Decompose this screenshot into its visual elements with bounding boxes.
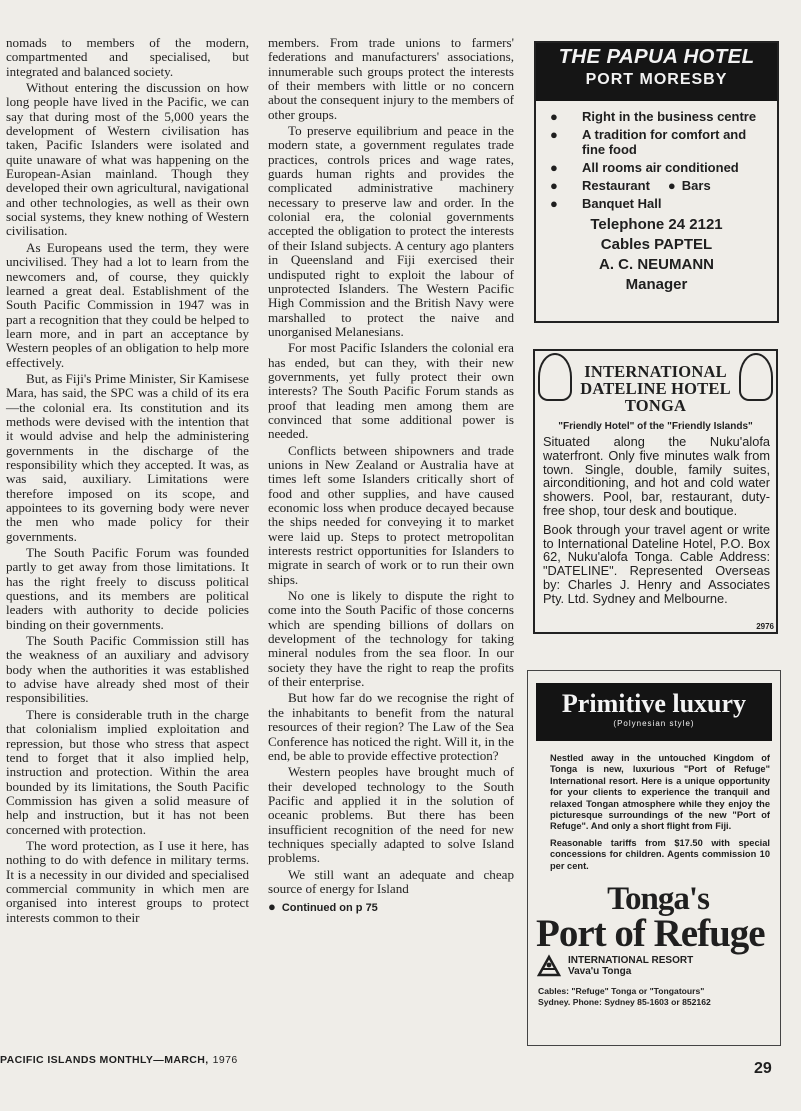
port-of-refuge-ad (527, 670, 781, 1046)
dateline-title-line2: DATELINE HOTEL (580, 379, 731, 398)
papua-cables: Cables PAPTEL (600, 236, 713, 253)
dateline-booking-info: Book through your travel agent or write to International Dateline Hotel, P.O. Box 62, Nuku'alofa Tonga. Cable Address: "DATELINE". Represented Overseas by: Charles J. Henry and Associates Pty. Ltd. Sydney and Melbourne. (543, 521, 770, 606)
dateline-hotel-header (535, 351, 776, 417)
article-column-1 (6, 36, 249, 927)
logo-subtitle-location: Vava'u Tonga (568, 966, 632, 978)
papua-hotel-subtitle: PORT MORESBY (585, 71, 728, 88)
papua-manager-name: A. C. NEUMANN (599, 256, 714, 273)
article-paragraph: For most Pacific Islanders the colonial era has ended, but can they, with their new governments, yet fully protect their own interests? The South Pacific Forum stands as proof that leading men among them are convinced that some additional power is needed. (268, 340, 514, 442)
dateline-title-line1: INTERNATIONAL (584, 362, 727, 381)
list-item: ● Banquet Hall (550, 196, 662, 211)
list-item: ● A tradition for comfort and fine food (550, 127, 747, 157)
resort-emblem-icon (536, 954, 562, 978)
primitive-luxury-banner (536, 683, 772, 741)
port-of-refuge-body (528, 741, 780, 872)
article-paragraph: We still want an adequate and cheap source of energy for Island (268, 866, 514, 896)
bullet-icon: ● (550, 160, 558, 175)
logo-line-tongas: Tonga's (607, 881, 709, 918)
papua-hotel-ad (534, 41, 779, 323)
page-number: 29 (754, 1060, 772, 1077)
bullet-icon: ● (550, 109, 558, 124)
logo-line-port-of-refuge: Port of Refuge (536, 912, 765, 956)
article-paragraph: The South Pacific Forum was founded partly to get away from those limitations. It has the right freely to discuss political questions, and its members are political leaders with authority to decide policies binding on their governments. (6, 545, 249, 632)
port-of-refuge-logo (528, 882, 780, 978)
dateline-title-line3: TONGA (624, 396, 687, 415)
scroll-ornament-icon (739, 353, 773, 401)
article-paragraph: But, as Fiji's Prime Minister, Sir Kamisese Mara, has said, the SPC was a child of its era—the colonial era. Its constitution and its methods were devised with the intention that it would advise and help the administering governments in the discharge of the responsibility which they accepted. It was, as was said, auxiliary. Limitations were therefore imposed on its scope, and appointees to its governing body were never the men who made policy for their governments. (6, 370, 249, 544)
dateline-description: Situated along the Nuku'alofa waterfront. Only five minutes walk from town. Single, double, family suites, airconditioning, and hot and cold water showers. Pool, bar, restaurant, duty-free shop, tour desk and boutique. (543, 434, 770, 518)
dateline-hotel-ad (533, 349, 778, 634)
papua-hotel-banner (536, 43, 777, 101)
papua-hotel-contact (536, 215, 777, 295)
continued-note: ● Continued on p 75 (268, 899, 378, 915)
port-of-refuge-cables: Cables: "Refuge" Tonga or "Tongatours" Sydney. Phone: Sydney 85-1603 or 852162 (538, 986, 711, 1008)
dateline-tagline: "Friendly Hotel" of the "Friendly Islands" (558, 421, 753, 432)
article-paragraph: There is considerable truth in the charge that colonialism implied exploitation and repression, but those who stress that aspect tend to forget that it also implied help, instruction and protection. Within the area bounded by its limitations, the South Pacific Commission has given a solid measure of help and instruction, but it has not been concerned with protection. (6, 706, 249, 837)
article-paragraph: The South Pacific Commission still has the weakness of an auxiliary and advisory body when the authorities it was established to advise have already shed most of their responsibilities. (6, 633, 249, 706)
primitive-luxury-subtitle: (Polynesian style) (613, 719, 695, 728)
article-paragraph: nomads to members of the modern, compartmented and specialised, but integrated and balanced society. (6, 35, 249, 79)
port-of-refuge-tariffs: Reasonable tariffs from $17.50 with special concessions for children. Agents commission 10 per cent. (550, 837, 770, 871)
scroll-ornament-icon (538, 353, 572, 401)
logo-subtitle-resort: INTERNATIONAL RESORT (568, 955, 694, 967)
page-footer (0, 1054, 238, 1066)
article-paragraph: members. From trade unions to farmers' federations and manufacturers' associations, innumerable such groups protect the interests of their members with little or no concern about the consequent injury to the members of other groups. (268, 35, 514, 122)
article-paragraph: The word protection, as I use it here, has nothing to do with defence in military terms. It is a necessity in our divided and specialised commercial community in which men are organised into interest groups to protect interests common to their (6, 837, 249, 925)
ad-code: 2976 (756, 622, 774, 631)
bullet-icon: ● (550, 127, 558, 142)
article-column-2 (268, 36, 514, 918)
papua-hotel-features (536, 101, 777, 211)
article-paragraph: To preserve equilibrium and peace in the modern state, a government regulates trade practices, controls prices and wage rates, guards human rights and provides the complicated administrative machinery necessary to preserve law and order. In the colonial era, the colonial governments accepted the obligation to protect the interests of their Island subjects. A century ago planters in Queensland and Fiji exercised their undisputed right to exploit the labour of unprotected Islanders. The Western Pacific High Commission and the British Navy were marshalled to protect the naive and unorganised Melanesians. (268, 123, 514, 339)
list-item: ● All rooms air conditioned (550, 160, 739, 175)
primitive-luxury-title: Primitive luxury (561, 689, 747, 718)
publication-year: 1976 (212, 1054, 238, 1066)
bullet-icon: ● (550, 196, 558, 211)
article-paragraph: But how far do we recognise the right of the inhabitants to benefit from the natural resources of their region? The Law of the Sea Conference has noticed the right. Will it, in the end, be able to provide effective protection? (268, 690, 514, 763)
article-paragraph: No one is likely to dispute the right to come into the South Pacific of those concerns which are spending billions of dollars on development of the technology for taking mineral nodules from the sea floor. In our society they have the right to reap the profits of their enterprise. (268, 588, 514, 690)
bullet-icon: ● (550, 178, 558, 193)
publication-name: PACIFIC ISLANDS MONTHLY—MARCH, (0, 1054, 209, 1066)
article-paragraph: As Europeans used the term, they were uncivilised. They had a lot to learn from the newcomers and, of course, they quickly learned a great deal. Establishment of the South Pacific Commission in 1947 was in part a recognition that they could be helped to learn more, and in part an acceptance by Western peoples of an obligation to help more effectively. (6, 239, 249, 370)
papua-telephone: Telephone 24 2121 (590, 216, 723, 233)
bullet-icon: ● (268, 899, 276, 915)
list-item: ● Restaurant ● Bars (550, 178, 711, 193)
papua-hotel-title: THE PAPUA HOTEL (558, 45, 755, 68)
bullet-icon: ● (667, 178, 676, 193)
article-paragraph: Without entering the discussion on how long people have lived in the Pacific, we can say that during most of the 5,000 years the development of Western civilisation has taken, Pacific Islanders were isolated and quite unaware of what was happening on the European-Asian mainland. Though they developed their own agricultural, navigational and other technologies, as well as their own social systems, they knew nothing of Western civilisation. (6, 80, 249, 239)
papua-manager-title: Manager (625, 276, 688, 293)
list-item: ● Right in the business centre (550, 109, 757, 124)
port-of-refuge-description: Nestled away in the untouched Kingdom of Tonga is new, luxurious "Port of Refuge" International resort. Here is a unique opportunity for your clients to experience the tranquil and relaxed Tongan atmosphere while they enjoy the picturesque surroundings of the new "Port of Refuge". And only a short flight from Fiji. (550, 753, 770, 832)
article-paragraph: Conflicts between shipowners and trade unions in New Zealand or Australia have at times left some Islanders critically short of food and other supplies, and have caused economic loss when produce decayed because the ships needed for conveying it to market were laid up. Steps to protect metropolitan interests restrict opportunities for Islanders to migrate in search of work or to run their own ships. (268, 442, 514, 587)
article-paragraph: Western peoples have brought much of their developed technology to the South Pacific and applied it in the solution of oceanic problems. But there has been insufficient recognition of the need for new techniques specially adapted to solve Island problems. (268, 764, 514, 866)
dateline-body (535, 435, 776, 606)
